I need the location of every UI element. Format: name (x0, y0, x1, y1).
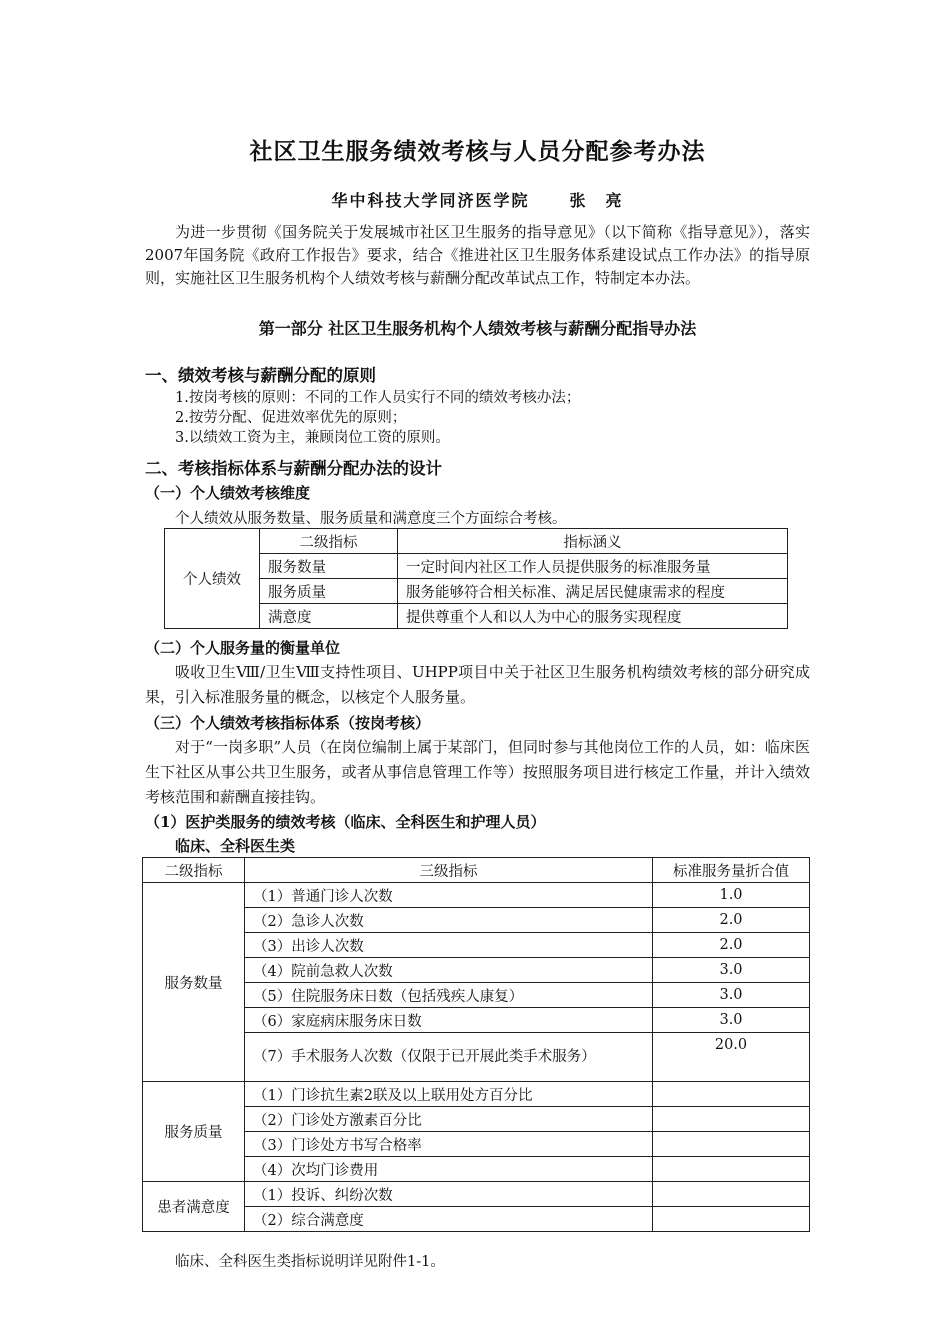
sub1-heading: （一）个人绩效考核维度 (145, 484, 311, 502)
table-cell: （4）院前急救人次数 (245, 958, 653, 983)
table-cell: （6）家庭病床服务床日数 (245, 1008, 653, 1033)
table-header-cell: 指标涵义 (398, 529, 788, 554)
table-cell: （3）出诊人次数 (245, 933, 653, 958)
table-header-row (143, 858, 810, 883)
table-header-cell: 二级指标 (143, 858, 245, 883)
table-cell: 3.0 (653, 958, 810, 983)
table-cell (653, 1132, 810, 1157)
table-cell: 服务能够符合相关标准、满足居民健康需求的程度 (398, 579, 788, 604)
table-cell: （5）住院服务床日数（包括残疾人康复） (245, 983, 653, 1008)
group-label: 患者满意度 (143, 1182, 245, 1232)
table-cell: （1）投诉、纠纷次数 (245, 1182, 653, 1207)
table-note: 临床、全科医生类指标说明详见附件1-1。 (175, 1254, 445, 1270)
clinical-indicator-table (142, 857, 810, 1232)
table-cell (653, 1157, 810, 1182)
table-cell: 3.0 (653, 983, 810, 1008)
table-cell (653, 1107, 810, 1132)
table-cell: （3）门诊处方书写合格率 (245, 1132, 653, 1157)
sub3-heading: （三）个人绩效考核指标体系（按岗考核） (145, 714, 431, 732)
intro-paragraph: 为进一步贯彻《国务院关于发展城市社区卫生服务的指导意见》（以下简称《指导意见》），落实2007年国务院《政府工作报告》要求，结合《推进社区卫生服务体系建设试点工作办法》的指导原则，实施社区卫生服务机构个人绩效考核与薪酬分配改革试点工作，特制定本办法。 (145, 223, 810, 287)
sub2-heading: （二）个人服务量的衡量单位 (145, 639, 341, 657)
author-institution: 华中科技大学同济医学院 (331, 191, 530, 210)
table-cell (653, 1207, 810, 1232)
table-header-cell: 二级指标 (260, 529, 398, 554)
author-name: 张 亮 (569, 191, 624, 210)
sub3-text: 对于“一岗多职”人员（在岗位编制上属于某部门，但同时参与其他岗位工作的人员，如：临床医生下社区从事公共卫生服务，或者从事信息管理工作等）按照服务项目进行核定工作量，并计入绩效考核范围和薪酬直接挂钩。 (145, 738, 810, 806)
table-cell: （1）普通门诊人次数 (245, 883, 653, 908)
table-row (143, 1182, 810, 1207)
table-cell: 提供尊重个人和以人为中心的服务实现程度 (398, 604, 788, 629)
sub4-category: 临床、全科医生类 (175, 837, 296, 855)
table-cell: 服务质量 (260, 579, 398, 604)
performance-dimension-table (164, 528, 788, 629)
principle-item: 3.以绩效工资为主，兼顾岗位工资的原则。 (175, 430, 450, 446)
table-cell: 1.0 (653, 883, 810, 908)
group-label: 服务数量 (143, 883, 245, 1082)
table-cell: （2）急诊人次数 (245, 908, 653, 933)
document-title: 社区卫生服务绩效考核与人员分配参考办法 (249, 138, 706, 165)
table-cell: 一定时间内社区工作人员提供服务的标准服务量 (398, 554, 788, 579)
section1-heading: 一、绩效考核与薪酬分配的原则 (145, 366, 376, 385)
table-cell: （4）次均门诊费用 (245, 1157, 653, 1182)
table-cell: 3.0 (653, 1008, 810, 1033)
section2-heading: 二、考核指标体系与薪酬分配办法的设计 (145, 459, 442, 478)
table-header-cell: 标准服务量折合值 (653, 858, 810, 883)
sub4-heading: （1）医护类服务的绩效考核（临床、全科医生和护理人员） (145, 813, 546, 831)
table-cell: 2.0 (653, 933, 810, 958)
table-header-row (165, 529, 788, 554)
table-cell: （1）门诊抗生素2联及以上联用处方百分比 (245, 1082, 653, 1107)
table-header-cell: 三级指标 (245, 858, 653, 883)
group-label: 服务质量 (143, 1082, 245, 1182)
table-cell (653, 1182, 810, 1207)
principle-item: 1.按岗考核的原则：不同的工作人员实行不同的绩效考核办法； (175, 390, 581, 406)
sub2-text: 吸收卫生Ⅷ/卫生Ⅷ支持性项目、UHPP项目中关于社区卫生服务机构绩效考核的部分研究成果，引入标准服务量的概念，以核定个人服务量。 (145, 663, 810, 706)
table-row (143, 1082, 810, 1107)
table-cell: 2.0 (653, 908, 810, 933)
table-row-label: 个人绩效 (165, 529, 260, 629)
table-cell: （2）门诊处方激素百分比 (245, 1107, 653, 1132)
table-cell: （7）手术服务人次数（仅限于已开展此类手术服务） (245, 1033, 653, 1082)
table-cell: 20.0 (653, 1033, 810, 1082)
table-cell: （2）综合满意度 (245, 1207, 653, 1232)
table-cell (653, 1082, 810, 1107)
table-cell: 服务数量 (260, 554, 398, 579)
table-row (143, 883, 810, 908)
sub1-text: 个人绩效从服务数量、服务质量和满意度三个方面综合考核。 (175, 511, 567, 527)
part-title: 第一部分 社区卫生服务机构个人绩效考核与薪酬分配指导办法 (258, 319, 697, 338)
author-line (145, 188, 810, 211)
principle-item: 2.按劳分配、促进效率优先的原则； (175, 410, 407, 426)
table-cell: 满意度 (260, 604, 398, 629)
